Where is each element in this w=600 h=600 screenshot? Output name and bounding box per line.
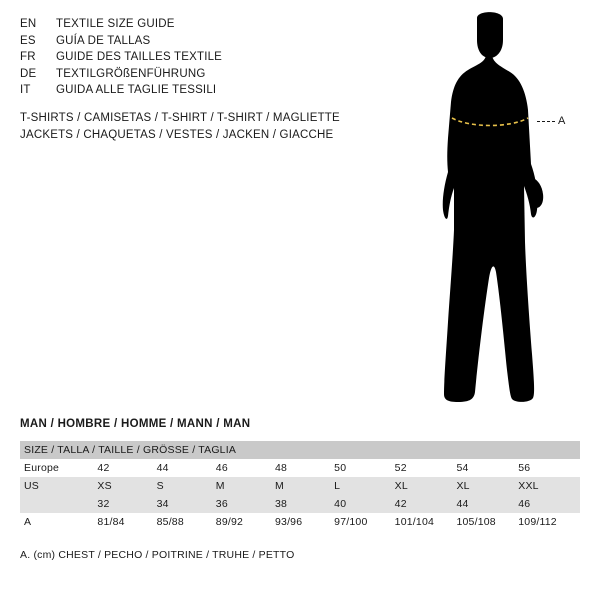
table-row: [20, 513, 580, 531]
cell: 36: [215, 498, 228, 510]
cell: 48: [274, 462, 288, 474]
cell: 38: [274, 498, 288, 510]
language-code: EN: [20, 18, 37, 30]
language-text: TEXTILE SIZE GUIDE: [56, 18, 175, 30]
cell: 85/88: [156, 516, 184, 528]
cell: S: [156, 480, 164, 492]
language-list: [20, 16, 360, 99]
cell: 44: [156, 462, 169, 474]
cell: 50: [334, 462, 347, 474]
table-row: [20, 459, 580, 477]
cell: 56: [518, 462, 531, 474]
language-text: TEXTILGRÖßENFÜHRUNG: [56, 67, 206, 80]
chest-measure-line-icon: [400, 10, 600, 410]
male-silhouette-figure: [400, 10, 600, 410]
cell: 46: [518, 498, 531, 510]
language-code: DE: [20, 67, 37, 80]
language-text: GUÍA DE TALLAS: [56, 34, 151, 47]
language-row: [20, 16, 360, 33]
table-header-label: SIZE / TALLA / TAILLE / GRÖSSE / TAGLIA: [24, 444, 237, 456]
garment-line-jackets: JACKETS / CHAQUETAS / VESTES / JACKEN / GIACCHE: [20, 129, 334, 141]
language-row: [20, 66, 360, 83]
language-text: GUIDA ALLE TAGLIE TESSILI: [56, 84, 217, 96]
size-table: [20, 441, 580, 531]
table-row: [20, 495, 580, 513]
row-label: [20, 495, 97, 513]
language-text: GUIDE DES TAILLES TEXTILE: [56, 51, 223, 63]
cell: 89/92: [215, 516, 244, 528]
cell: 101/104: [394, 516, 435, 528]
language-code: IT: [20, 84, 31, 96]
cell: M: [274, 480, 284, 492]
cell: XS: [97, 480, 112, 492]
cell: L: [334, 480, 341, 492]
cell: M: [215, 480, 225, 492]
language-row: [20, 49, 360, 66]
cell: 81/84: [97, 516, 125, 528]
cell: 42: [394, 498, 407, 510]
chest-marker-label: A: [558, 115, 566, 127]
cell: XL: [456, 480, 470, 492]
cell: 109/112: [518, 516, 557, 528]
language-code: FR: [20, 51, 36, 63]
language-row: [20, 33, 360, 50]
table-row: [20, 477, 580, 495]
cell: 93/96: [274, 516, 303, 528]
cell: 54: [456, 462, 469, 474]
garment-line-tshirts: T-SHIRTS / CAMISETAS / T-SHIRT / T-SHIRT / MAGLIETTE: [20, 112, 340, 124]
cell: 105/108: [456, 516, 496, 528]
table-title: MAN / HOMBRE / HOMME / MANN / MAN: [20, 418, 251, 430]
cell: XL: [394, 480, 408, 492]
cell: 40: [334, 498, 347, 510]
row-label: US: [24, 480, 39, 492]
row-label: Europe: [24, 462, 60, 474]
garment-category-list: [20, 110, 440, 144]
cell: 32: [97, 498, 110, 510]
cell: 52: [394, 462, 407, 474]
cell: XXL: [518, 480, 539, 492]
table-header-row: [20, 441, 580, 459]
language-row: [20, 82, 360, 99]
cell: 97/100: [334, 516, 368, 528]
cell: 46: [215, 462, 228, 474]
cell: 34: [156, 498, 169, 510]
language-code: ES: [20, 34, 36, 47]
cell: 42: [97, 462, 110, 474]
row-label: A: [24, 516, 32, 528]
cell: 44: [456, 498, 469, 510]
footnote: A. (cm) CHEST / PECHO / POITRINE / TRUHE / PETTO: [20, 549, 295, 561]
